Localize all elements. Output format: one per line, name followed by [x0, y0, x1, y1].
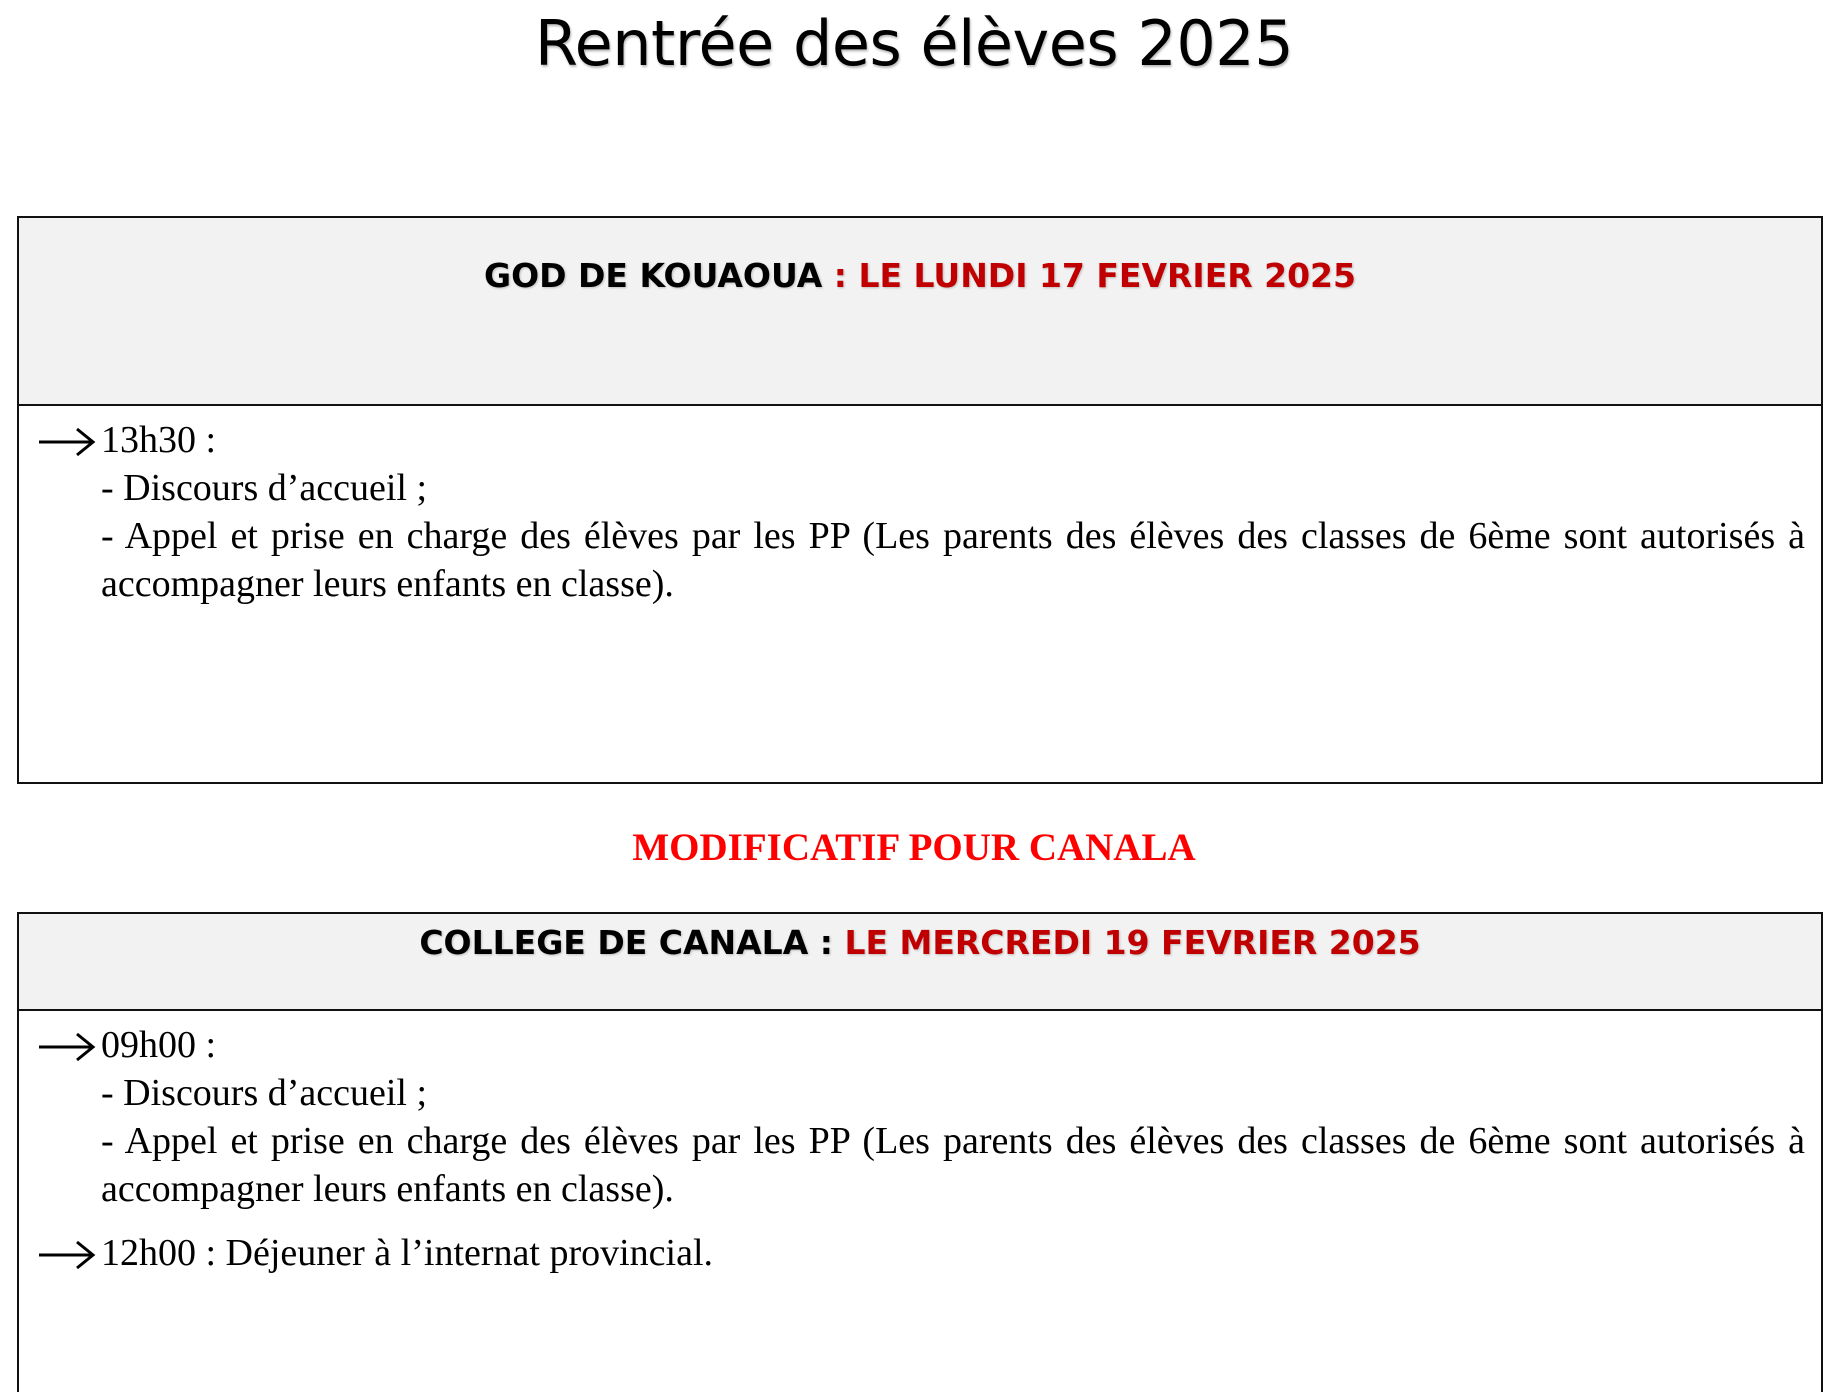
section-date: LE LUNDI 17 FEVRIER 2025: [858, 256, 1356, 295]
schedule-entry: [19, 416, 1821, 608]
section-header: [19, 218, 1821, 406]
entry-item: - Discours d’accueil ;: [101, 1072, 428, 1114]
entry-item: - Appel et prise en charge des élèves par les PP (Les parents des élèves des classes de 6ème sont autorisés à accompagner leurs enfants en classe).: [101, 1120, 1805, 1210]
entry-item: - Discours d’accueil ;: [101, 467, 428, 509]
section-kouaoua: [17, 216, 1823, 784]
entry-item: - Appel et prise en charge des élèves par les PP (Les parents des élèves des classes de 6ème sont autorisés à accompagner leurs enfants en classe).: [101, 515, 1805, 605]
section-date: LE MERCREDI 19 FEVRIER 2025: [844, 923, 1421, 962]
section-separator: :: [808, 923, 845, 962]
schedule-entry: [19, 1021, 1821, 1213]
modificatif-notice: MODIFICATIF POUR CANALA: [632, 826, 1196, 869]
page-title: Rentrée des élèves 2025: [534, 7, 1294, 80]
section-separator: :: [822, 256, 859, 295]
section-canala: [17, 912, 1823, 1392]
section-body: [19, 1011, 1821, 1277]
schedule-entry: [19, 1229, 1821, 1277]
right-arrow-icon: [37, 416, 97, 464]
section-place: COLLEGE DE CANALA: [419, 923, 809, 962]
section-place: GOD DE KOUAOUA: [484, 256, 823, 295]
entry-time: 09h00 :: [101, 1024, 217, 1066]
right-arrow-icon: [37, 1229, 97, 1277]
entry-time: 13h30 :: [101, 419, 217, 461]
right-arrow-icon: [37, 1021, 97, 1069]
section-body: [19, 406, 1821, 608]
section-header: [19, 914, 1821, 1011]
entry-time: 12h00 : Déjeuner à l’internat provincial.: [101, 1232, 714, 1274]
